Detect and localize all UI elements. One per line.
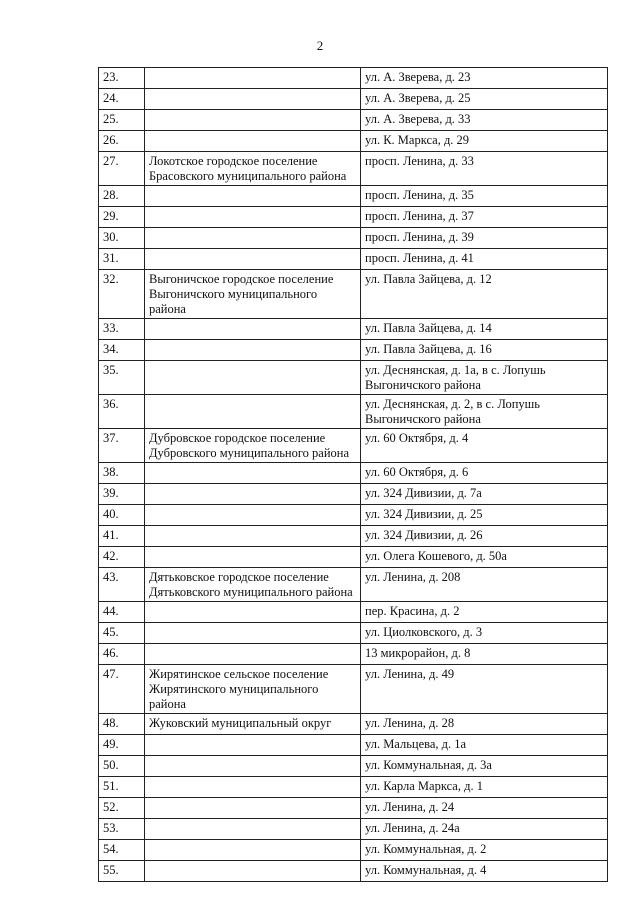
- row-number: 50.: [99, 756, 145, 777]
- table-row: [99, 484, 608, 505]
- table-row: [99, 623, 608, 644]
- settlement-cell: [145, 526, 361, 547]
- address-cell: ул. Деснянская, д. 2, в с. Лопушь Выгоничского района: [361, 395, 608, 429]
- address-table: [98, 67, 608, 882]
- row-number: 38.: [99, 463, 145, 484]
- settlement-cell: [145, 68, 361, 89]
- table-row: [99, 505, 608, 526]
- settlement-cell: Дятьковское городское поселение Дятьковского муниципального района: [145, 568, 361, 602]
- row-number: 26.: [99, 131, 145, 152]
- settlement-cell: Жирятинское сельское поселение Жирятинского муниципального района: [145, 665, 361, 714]
- page-number: 2: [316, 38, 324, 53]
- table-row: [99, 602, 608, 623]
- table-row: [99, 361, 608, 395]
- settlement-cell: [145, 89, 361, 110]
- table-row: [99, 644, 608, 665]
- address-cell: ул. Коммунальная, д. 3а: [361, 756, 608, 777]
- address-cell: просп. Ленина, д. 35: [361, 186, 608, 207]
- row-number: 55.: [99, 861, 145, 882]
- table-row: [99, 68, 608, 89]
- address-cell: ул. Павла Зайцева, д. 12: [361, 270, 608, 319]
- address-cell: просп. Ленина, д. 37: [361, 207, 608, 228]
- row-number: 41.: [99, 526, 145, 547]
- row-number: 52.: [99, 798, 145, 819]
- row-number: 33.: [99, 319, 145, 340]
- table-row: [99, 207, 608, 228]
- address-cell: ул. Коммунальная, д. 2: [361, 840, 608, 861]
- table-row: [99, 665, 608, 714]
- address-cell: ул. Коммунальная, д. 4: [361, 861, 608, 882]
- row-number: 29.: [99, 207, 145, 228]
- row-number: 44.: [99, 602, 145, 623]
- address-cell: просп. Ленина, д. 39: [361, 228, 608, 249]
- row-number: 39.: [99, 484, 145, 505]
- row-number: 53.: [99, 819, 145, 840]
- address-cell: ул. А. Зверева, д. 25: [361, 89, 608, 110]
- table-row: [99, 819, 608, 840]
- address-cell: ул. Ленина, д. 24: [361, 798, 608, 819]
- table-row: [99, 131, 608, 152]
- row-number: 46.: [99, 644, 145, 665]
- settlement-cell: [145, 249, 361, 270]
- row-number: 34.: [99, 340, 145, 361]
- settlement-cell: [145, 840, 361, 861]
- table-row: [99, 735, 608, 756]
- settlement-cell: [145, 319, 361, 340]
- address-cell: ул. А. Зверева, д. 23: [361, 68, 608, 89]
- settlement-cell: [145, 395, 361, 429]
- address-cell: ул. Деснянская, д. 1а, в с. Лопушь Выгоничского района: [361, 361, 608, 395]
- table-row: [99, 840, 608, 861]
- address-cell: ул. Олега Кошевого, д. 50а: [361, 547, 608, 568]
- settlement-cell: Локотское городское поселение Брасовского муниципального района: [145, 152, 361, 186]
- table-row: [99, 186, 608, 207]
- table-row: [99, 463, 608, 484]
- address-cell: ул. Ленина, д. 24а: [361, 819, 608, 840]
- table-row: [99, 152, 608, 186]
- settlement-cell: [145, 547, 361, 568]
- address-cell: ул. 324 Дивизии, д. 26: [361, 526, 608, 547]
- address-cell: ул. Циолковского, д. 3: [361, 623, 608, 644]
- settlement-cell: [145, 186, 361, 207]
- row-number: 35.: [99, 361, 145, 395]
- address-cell: ул. Ленина, д. 208: [361, 568, 608, 602]
- address-cell: ул. Павла Зайцева, д. 16: [361, 340, 608, 361]
- settlement-cell: [145, 361, 361, 395]
- settlement-cell: [145, 207, 361, 228]
- row-number: 42.: [99, 547, 145, 568]
- settlement-cell: [145, 131, 361, 152]
- row-number: 51.: [99, 777, 145, 798]
- address-cell: ул. А. Зверева, д. 33: [361, 110, 608, 131]
- table-row: [99, 568, 608, 602]
- address-cell: ул. Павла Зайцева, д. 14: [361, 319, 608, 340]
- settlement-cell: Выгоничское городское поселение Выгоничского муниципального района: [145, 270, 361, 319]
- settlement-cell: [145, 484, 361, 505]
- table-row: [99, 270, 608, 319]
- table-row: [99, 249, 608, 270]
- settlement-cell: [145, 819, 361, 840]
- row-number: 36.: [99, 395, 145, 429]
- settlement-cell: Дубровское городское поселение Дубровского муниципального района: [145, 429, 361, 463]
- row-number: 49.: [99, 735, 145, 756]
- settlement-cell: [145, 463, 361, 484]
- row-number: 47.: [99, 665, 145, 714]
- table-row: [99, 429, 608, 463]
- settlement-cell: [145, 644, 361, 665]
- address-cell: ул. К. Маркса, д. 29: [361, 131, 608, 152]
- address-cell: просп. Ленина, д. 41: [361, 249, 608, 270]
- settlement-cell: [145, 110, 361, 131]
- address-cell: ул. Карла Маркса, д. 1: [361, 777, 608, 798]
- row-number: 40.: [99, 505, 145, 526]
- address-cell: ул. Ленина, д. 28: [361, 714, 608, 735]
- table-row: [99, 861, 608, 882]
- address-table-body: [99, 68, 608, 882]
- address-cell: ул. 324 Дивизии, д. 7а: [361, 484, 608, 505]
- address-cell: ул. 60 Октября, д. 4: [361, 429, 608, 463]
- row-number: 32.: [99, 270, 145, 319]
- table-row: [99, 798, 608, 819]
- row-number: 43.: [99, 568, 145, 602]
- table-row: [99, 756, 608, 777]
- table-row: [99, 547, 608, 568]
- address-cell: просп. Ленина, д. 33: [361, 152, 608, 186]
- table-row: [99, 340, 608, 361]
- address-cell: ул. 60 Октября, д. 6: [361, 463, 608, 484]
- row-number: 23.: [99, 68, 145, 89]
- table-row: [99, 526, 608, 547]
- table-row: [99, 395, 608, 429]
- settlement-cell: [145, 623, 361, 644]
- settlement-cell: [145, 777, 361, 798]
- settlement-cell: [145, 340, 361, 361]
- settlement-cell: [145, 798, 361, 819]
- address-cell: ул. 324 Дивизии, д. 25: [361, 505, 608, 526]
- table-row: [99, 89, 608, 110]
- settlement-cell: Жуковский муниципальный округ: [145, 714, 361, 735]
- row-number: 37.: [99, 429, 145, 463]
- settlement-cell: [145, 228, 361, 249]
- address-cell: пер. Красина, д. 2: [361, 602, 608, 623]
- settlement-cell: [145, 861, 361, 882]
- row-number: 31.: [99, 249, 145, 270]
- table-row: [99, 228, 608, 249]
- table-row: [99, 714, 608, 735]
- row-number: 48.: [99, 714, 145, 735]
- row-number: 25.: [99, 110, 145, 131]
- row-number: 24.: [99, 89, 145, 110]
- address-cell: ул. Мальцева, д. 1а: [361, 735, 608, 756]
- row-number: 27.: [99, 152, 145, 186]
- row-number: 45.: [99, 623, 145, 644]
- table-row: [99, 319, 608, 340]
- table-row: [99, 777, 608, 798]
- table-row: [99, 110, 608, 131]
- settlement-cell: [145, 602, 361, 623]
- settlement-cell: [145, 756, 361, 777]
- settlement-cell: [145, 735, 361, 756]
- address-cell: 13 микрорайон, д. 8: [361, 644, 608, 665]
- settlement-cell: [145, 505, 361, 526]
- address-cell: ул. Ленина, д. 49: [361, 665, 608, 714]
- row-number: 28.: [99, 186, 145, 207]
- row-number: 30.: [99, 228, 145, 249]
- row-number: 54.: [99, 840, 145, 861]
